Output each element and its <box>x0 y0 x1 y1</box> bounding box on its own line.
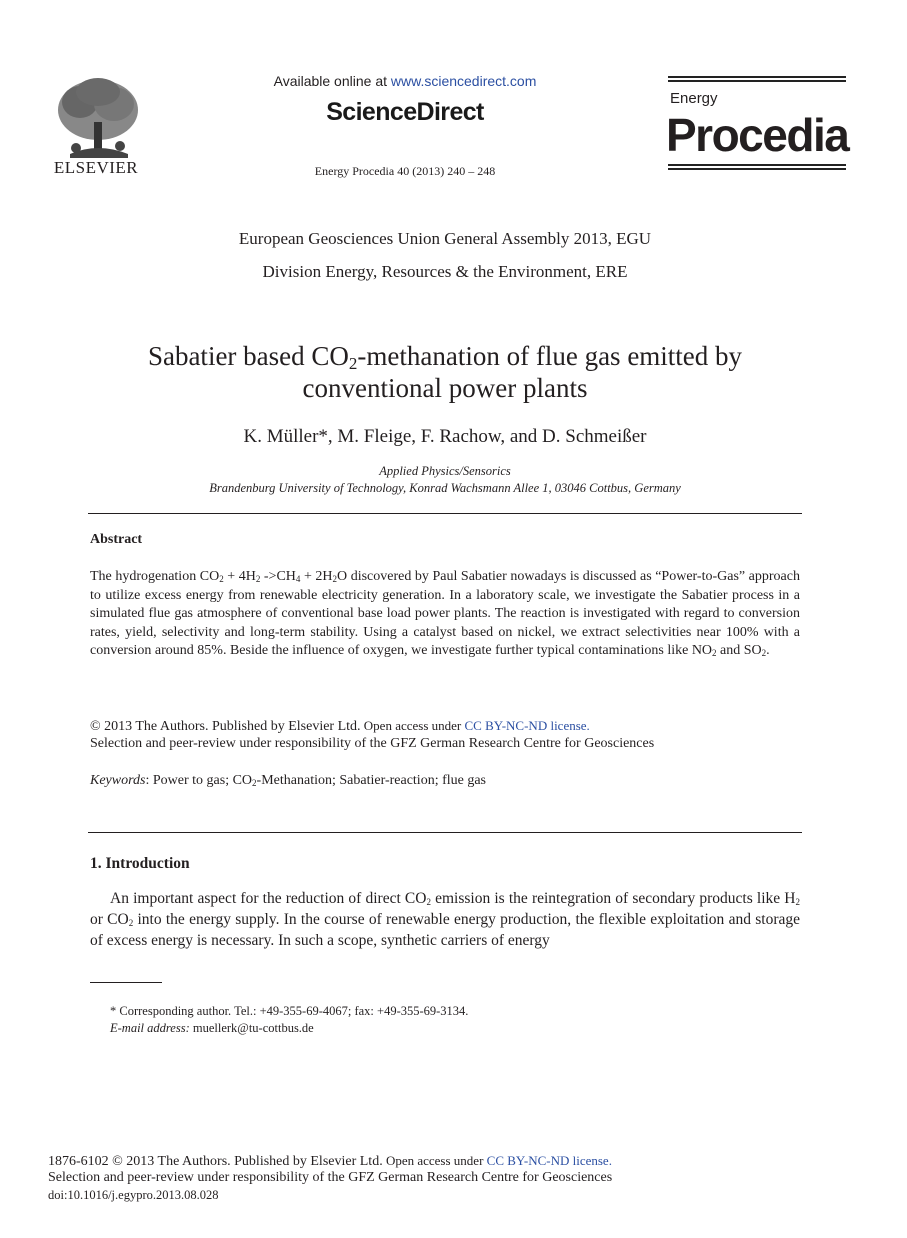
email-address <box>110 1021 314 1036</box>
journal-small-name: Energy <box>670 90 718 107</box>
footer-doi[interactable]: doi:10.1016/j.egypro.2013.08.028 <box>48 1188 219 1202</box>
email-label: E-mail address: <box>110 1021 190 1035</box>
affiliation-department: Applied Physics/Sensorics <box>379 464 511 478</box>
license-link[interactable]: CC BY-NC-ND license. <box>464 718 590 733</box>
section-heading-introduction: 1. Introduction <box>90 855 190 872</box>
abstract-bottom-rule <box>88 832 802 833</box>
footnote-rule <box>90 982 162 983</box>
conference-line-2: Division Energy, Resources & the Environment, ERE <box>262 262 628 281</box>
copyright-line: © 2013 The Authors. Published by Elsevier Ltd. Open access under CC BY-NC-ND license. <box>90 718 590 734</box>
title-part-1: Sabatier based CO <box>147 341 349 371</box>
affiliation-address: Brandenburg University of Technology, Konrad Wachsmann Allee 1, 03046 Cottbus, Germany <box>209 481 681 495</box>
procedia-bottom-rule <box>668 164 846 172</box>
abstract-heading: Abstract <box>90 532 143 547</box>
available-prefix: Available online at <box>273 73 391 89</box>
procedia-top-rule <box>668 76 846 84</box>
title-subscript: 2 <box>348 354 358 373</box>
abstract-top-rule <box>88 513 802 514</box>
sciencedirect-logo: ScienceDirect <box>326 98 484 126</box>
footer-license-link[interactable]: CC BY-NC-ND license. <box>486 1153 612 1168</box>
keywords: Keywords: Power to gas; $CO_2$-Methanation; Sabatier-reaction; flue gas <box>90 773 487 788</box>
peer-review-line: Selection and peer-review under responsibility of the GFZ German Research Centre for Geosciences <box>90 736 655 751</box>
publisher-name: ELSEVIER <box>53 158 139 177</box>
authors: K. Müller*, M. Fleige, F. Rachow, and D. Schmeißer <box>243 426 647 447</box>
journal-large-name: Procedia <box>666 109 849 161</box>
introduction-body: An important aspect for the reduction of direct $CO_2$ emission is the reintegration of secondary products like $H_2$ or $CO_2$ into the energy supply. In the course of renewable energy production, the flexible exploitation and storage of excess energy is necessary. In such a scope, synthetic carriers of energy <box>90 890 800 949</box>
conference-line-1: European Geosciences Union General Assembly 2013, EGU <box>238 229 652 248</box>
footer-peer-review: Selection and peer-review under responsibility of the GFZ German Research Centre for Geosciences <box>48 1170 613 1185</box>
corresponding-author: * Corresponding author. Tel.: +49-355-69-4067; fax: +49-355-69-3134. <box>110 1004 469 1018</box>
paper-title <box>90 340 800 404</box>
title-part-2: -methanation of flue gas emitted by <box>357 341 743 371</box>
abstract-body: The hydrogenation $CO_2 + 4H_2$ $->CH_4 + 2H_2O$ discovered by Paul Sabatier nowadays is discussed as “Power-to-Gas” approach to utilize excess energy from renewable electricity generation. In a laboratory scale, we investigate the Sabatier process in a simulated flue gas atmosphere of conventional base load power plants. The reaction is investigated with regard to conversion rates, yield, selectivity and long-term stability. Using a catalyst based on nickel, we extract selectivities near 100% with a conversion around 85%. Beside the influence of oxygen, we investigate further typical contaminations like $NO_2$ and $SO_2$. <box>90 569 800 659</box>
email-value[interactable]: muellerk@tu-cottbus.de <box>189 1021 314 1035</box>
footer-copyright: 1876-6102 © 2013 The Authors. Published by Elsevier Ltd. Open access under CC BY-NC-ND license. <box>48 1153 612 1169</box>
journal-citation: Energy Procedia 40 (2013) 240 – 248 <box>314 164 496 178</box>
sciencedirect-link[interactable]: www.sciencedirect.com <box>390 73 537 89</box>
title-line-2: conventional power plants <box>302 373 588 403</box>
available-online <box>200 73 610 89</box>
keywords-label: Keywords <box>90 773 146 788</box>
